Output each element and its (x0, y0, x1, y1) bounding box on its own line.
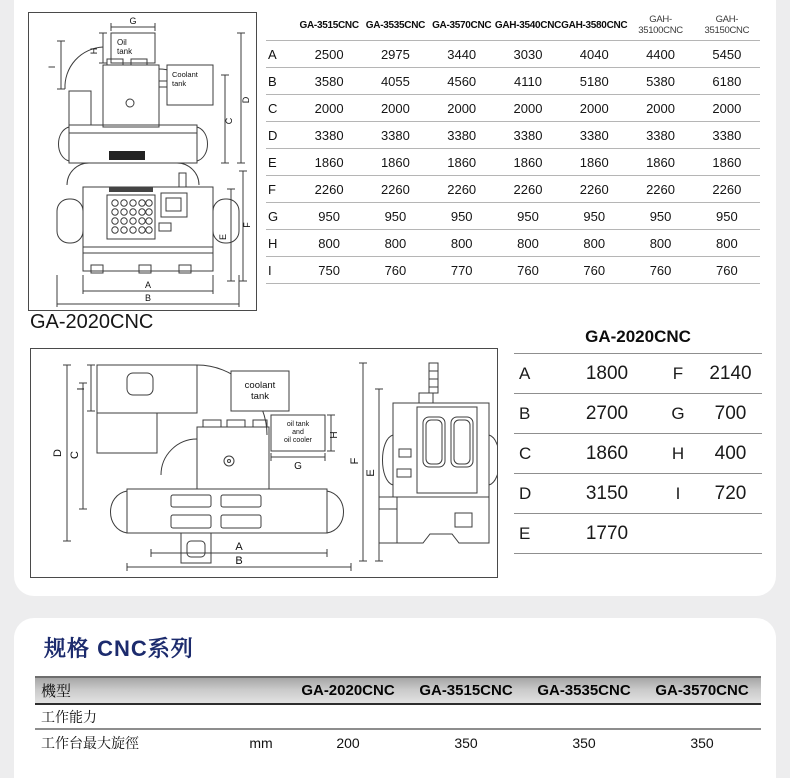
spec-header-row (35, 677, 761, 704)
dim-value-cell: 3380 (296, 122, 362, 149)
spec-value: 350 (572, 734, 596, 751)
dim-letter: G (671, 403, 685, 423)
dim-label-g: G (129, 16, 137, 26)
dim-letter: B (519, 403, 531, 423)
dim-header-row (266, 10, 760, 41)
ga2020-table-row (514, 354, 762, 394)
dim-value-cell: 950 (694, 203, 760, 230)
svg-text:tank: tank (117, 47, 133, 56)
dim-row-label: C (266, 95, 296, 122)
dim-value-cell: 950 (362, 203, 428, 230)
ga2020-front-view (359, 363, 497, 561)
svg-text:oil cooler: oil cooler (283, 437, 313, 444)
dim-value-cell: 2260 (495, 176, 561, 203)
dim-letter: F (672, 363, 684, 383)
plan-view (57, 23, 245, 185)
dim-col-header: GA-3535CNC (362, 10, 428, 41)
dim-value-cell: 2260 (362, 176, 428, 203)
dim-label-e: E (218, 233, 228, 241)
dim-value-cell: 1860 (296, 149, 362, 176)
dim-value-cell: 800 (362, 230, 428, 257)
dim-letter: E (519, 523, 531, 543)
dim-row-label: E (266, 149, 296, 176)
spec-model-name: GA-3570CNC (643, 677, 761, 704)
dim-value-cell: 3380 (694, 122, 760, 149)
dim-value-cell: 760 (694, 257, 760, 284)
dim-letter: H (671, 443, 685, 463)
dim-value-cell: 1860 (429, 149, 495, 176)
dim-col-header: GAH-3580CNC (561, 10, 627, 41)
dim-value-cell: 2260 (561, 176, 627, 203)
dim-value-cell: 4110 (495, 68, 561, 95)
dim-value-cell: 2000 (495, 95, 561, 122)
dim-value-cell: 3380 (362, 122, 428, 149)
dim-label-b: B (144, 293, 152, 303)
spec-unit: mm (249, 734, 273, 751)
dim-value: 2700 (585, 402, 629, 424)
ga2020-drawing (31, 349, 497, 577)
spec-model-name: GA-2020CNC (289, 677, 407, 704)
ga2020-dimension-table (514, 327, 762, 554)
dim-row (266, 257, 760, 284)
dim-label-c: C (69, 451, 81, 459)
spec-model-header: 機型 (35, 677, 233, 704)
spec-value: 200 (336, 734, 360, 751)
dim-label-f: F (349, 457, 361, 465)
dim-value-cell: 5180 (561, 68, 627, 95)
dim-value-cell: 5380 (627, 68, 693, 95)
dim-col-header: GA-3515CNC (296, 10, 362, 41)
dim-value-cell: 3380 (561, 122, 627, 149)
dim-label-a: A (235, 541, 243, 553)
dim-label-i: I (76, 387, 87, 391)
dim-value-cell: 800 (296, 230, 362, 257)
dim-value-cell: 1860 (694, 149, 760, 176)
dim-value: 2140 (709, 362, 752, 384)
dim-row (266, 68, 760, 95)
dim-row (266, 203, 760, 230)
machine-dimension-drawing (29, 13, 256, 310)
dim-value-cell: 2000 (429, 95, 495, 122)
svg-text:tank: tank (251, 391, 269, 402)
dim-value-cell: 800 (429, 230, 495, 257)
dimensions-card (14, 0, 776, 596)
dim-corner-cell (266, 10, 296, 41)
dim-row-label: G (266, 203, 296, 230)
dim-value-cell: 1860 (362, 149, 428, 176)
coolant-tank-label: Coolant (172, 70, 198, 79)
dim-label-b: B (235, 555, 243, 567)
ga2020-plan-view (63, 365, 351, 571)
dim-letter: C (519, 443, 532, 463)
dim-row-label: I (266, 257, 296, 284)
dim-value-cell: 950 (296, 203, 362, 230)
spec-value: 350 (690, 734, 714, 751)
dim-value-cell: 2500 (296, 41, 362, 68)
dim-label-h: H (329, 431, 340, 439)
dim-value: 720 (714, 482, 747, 504)
dimension-table (266, 10, 760, 284)
spec-table (35, 676, 761, 755)
dim-row-label: F (266, 176, 296, 203)
dim-value-cell: 950 (561, 203, 627, 230)
dim-value-cell: 2000 (694, 95, 760, 122)
dim-value-cell: 950 (429, 203, 495, 230)
dim-label-e: E (365, 469, 377, 477)
spec-unit-header-cell (233, 677, 289, 704)
spec-section-title: 规格 CNC系列 (44, 636, 194, 661)
dim-value-cell: 5450 (694, 41, 760, 68)
dim-value-cell: 2260 (296, 176, 362, 203)
dim-value-cell: 750 (296, 257, 362, 284)
dim-value-cell: 760 (362, 257, 428, 284)
dim-value-cell: 3380 (429, 122, 495, 149)
ga2020-table-row (514, 474, 762, 514)
spec-section-row (35, 704, 761, 729)
dim-value-cell: 2000 (561, 95, 627, 122)
dim-row (266, 149, 760, 176)
dim-value: 400 (714, 442, 747, 464)
dim-value-cell: 770 (429, 257, 495, 284)
svg-text:tank: tank (172, 79, 187, 88)
spec-row-label: 工作台最大旋徑 (41, 736, 139, 752)
dim-label-g: G (294, 461, 302, 472)
dim-label-h: H (89, 47, 99, 55)
dim-value-cell: 1860 (627, 149, 693, 176)
dim-label-d: D (241, 96, 251, 104)
dim-value-cell: 1860 (495, 149, 561, 176)
dim-value-cell: 6180 (694, 68, 760, 95)
dim-col-header: GAH-35100CNC (627, 10, 693, 41)
dim-value-cell: 2000 (627, 95, 693, 122)
ga2020-table-row (514, 394, 762, 434)
dim-value: 1860 (585, 442, 629, 464)
dim-row (266, 122, 760, 149)
dim-value-cell: 3580 (296, 68, 362, 95)
svg-text:and: and (292, 429, 304, 436)
dim-row (266, 230, 760, 257)
dim-value-cell: 4040 (561, 41, 627, 68)
dim-value-cell: 3440 (429, 41, 495, 68)
spec-value: 350 (454, 734, 478, 751)
dim-value: 700 (714, 402, 747, 424)
dim-row-label: A (266, 41, 296, 68)
dim-row (266, 176, 760, 203)
dim-row-label: H (266, 230, 296, 257)
dim-label-c: C (224, 117, 234, 125)
dim-col-header: GAH-35150CNC (694, 10, 760, 41)
dim-label-a: A (144, 280, 152, 290)
dim-value-cell: 760 (627, 257, 693, 284)
dim-value-cell: 4055 (362, 68, 428, 95)
spec-model-name: GA-3535CNC (525, 677, 643, 704)
ga2020-diagram (30, 348, 498, 578)
dim-value-cell: 2260 (694, 176, 760, 203)
dim-row-label: B (266, 68, 296, 95)
dim-label-f: F (242, 222, 252, 228)
ga2020-heading: GA-2020CNC (30, 311, 154, 333)
dim-value: 1800 (585, 362, 629, 384)
dim-value-cell: 800 (627, 230, 693, 257)
dim-value: 3150 (585, 482, 629, 504)
dim-value-cell: 800 (495, 230, 561, 257)
ga2020-table-title: GA-2020CNC (514, 327, 762, 354)
dim-value-cell: 800 (694, 230, 760, 257)
dim-label-i: I (47, 65, 57, 69)
dim-value-cell: 760 (561, 257, 627, 284)
dim-value-cell: 3380 (495, 122, 561, 149)
spec-section-label: 工作能力 (35, 704, 761, 729)
dim-letter: I (675, 483, 681, 503)
dim-label-d: D (52, 449, 64, 457)
dim-value-cell: 2975 (362, 41, 428, 68)
ga2020-table-row (514, 514, 762, 554)
dim-value-cell: 2000 (362, 95, 428, 122)
dim-value-cell: 4560 (429, 68, 495, 95)
dim-value-cell: 950 (495, 203, 561, 230)
dim-value: 1770 (585, 522, 629, 544)
dim-value-cell: 800 (561, 230, 627, 257)
dim-value-cell: 1860 (561, 149, 627, 176)
dim-value-cell: 760 (495, 257, 561, 284)
dim-col-header: GA-3570CNC (429, 10, 495, 41)
spec-model-name: GA-3515CNC (407, 677, 525, 704)
coolant-tank-label: coolant (244, 380, 276, 391)
dim-value-cell: 3380 (627, 122, 693, 149)
oil-tank-label: oil tank (286, 421, 310, 428)
spec-card (14, 618, 776, 778)
ga2020-labels (52, 380, 377, 567)
spec-data-row (35, 729, 761, 755)
dim-col-header: GAH-3540CNC (495, 10, 561, 41)
dim-value-cell: 2260 (429, 176, 495, 203)
dim-letter: D (519, 483, 532, 503)
dim-value-cell: 2000 (296, 95, 362, 122)
dim-value-cell: 950 (627, 203, 693, 230)
oil-tank-label: Oil (117, 38, 127, 47)
dim-value-cell: 2260 (627, 176, 693, 203)
dim-value-cell: 4400 (627, 41, 693, 68)
machine-dimension-diagram (28, 12, 257, 311)
ga2020-table-row (514, 434, 762, 474)
dim-row-label: D (266, 122, 296, 149)
dim-letter: A (519, 363, 531, 383)
dim-row (266, 95, 760, 122)
dim-row (266, 41, 760, 68)
dim-value-cell: 3030 (495, 41, 561, 68)
